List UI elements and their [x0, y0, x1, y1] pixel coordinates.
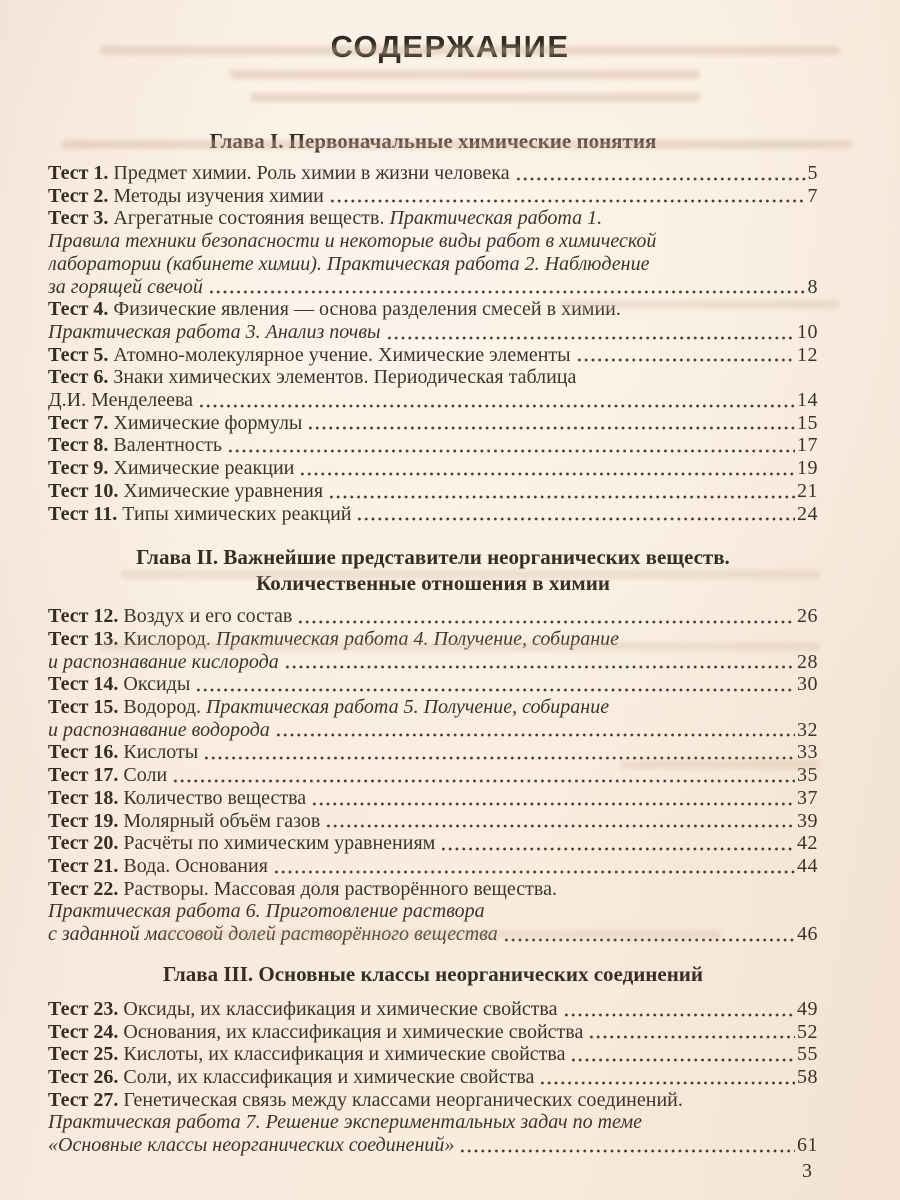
- entry-text-segment: Тест 17.: [48, 764, 119, 787]
- dot-leader: [440, 832, 795, 855]
- entry-page-number: 52: [797, 1020, 818, 1043]
- entry-text: [48, 1021, 583, 1044]
- entry-list: [48, 605, 818, 946]
- entry-text-segment: Практическая работа 1.: [389, 207, 603, 230]
- entry-text-segment: Молярный объём газов: [118, 809, 321, 832]
- entry-page-number: 33: [797, 741, 818, 764]
- entry-text: [48, 344, 571, 367]
- toc-entry-line: [48, 719, 818, 742]
- entry-text-segment: Кислород.: [118, 627, 216, 650]
- entry-text-segment: Знаки химических элементов. Периодическая таблица: [108, 366, 577, 389]
- entry-text-segment: Тест 22.: [48, 877, 119, 900]
- entry-text: [48, 673, 190, 696]
- entry-page-number: 35: [797, 764, 818, 787]
- toc-entry-line: [48, 457, 818, 480]
- toc-entry-line: [48, 276, 818, 299]
- entry-text: [48, 855, 268, 878]
- dot-leader: [227, 434, 795, 457]
- entry-text-segment: Соли: [118, 764, 168, 787]
- chapter-heading-line: Количественные отношения в химии: [256, 571, 610, 596]
- entry-text: [48, 162, 510, 185]
- entry-text-segment: Тест 26.: [48, 1065, 119, 1088]
- toc-entry-line: [48, 503, 818, 526]
- entry-text-segment: Тест 12.: [48, 605, 119, 628]
- toc-entry-line: [48, 741, 818, 764]
- dot-leader: [198, 389, 795, 412]
- dot-leader: [203, 741, 795, 764]
- entry-text-segment: Тест 6.: [48, 366, 109, 389]
- toc-entry-line: [48, 389, 818, 412]
- page-title: СОДЕРЖАНИЕ: [330, 29, 570, 64]
- toc-entry-line: [48, 1066, 818, 1089]
- toc-entry-line: [48, 1111, 818, 1134]
- toc-entry-line: [48, 764, 818, 787]
- entry-text-segment: «Основные классы неорганических соединений»: [48, 1134, 455, 1157]
- entry-text: [48, 434, 222, 457]
- entry-text-segment: Практическая работа 6. Приготовление раствора: [48, 900, 485, 923]
- dot-leader: [273, 855, 795, 878]
- entry-text-segment: Основания, их классификация и химические свойства: [118, 1020, 584, 1043]
- chapter-heading: [48, 544, 818, 596]
- entry-text-segment: Типы химических реакций: [117, 502, 352, 525]
- entry-text: [48, 480, 323, 503]
- entry-text-segment: и распознавание водорода: [48, 718, 270, 741]
- toc-entry-line: [48, 298, 818, 321]
- entry-text-segment: Методы изучения химии: [108, 184, 324, 207]
- entry-page-number: 26: [797, 605, 818, 628]
- dot-leader: [386, 321, 795, 344]
- entry-page-number: 55: [797, 1043, 818, 1066]
- dot-leader: [325, 810, 795, 833]
- entry-page-number: 44: [797, 854, 818, 877]
- entry-text-segment: Оксиды, их классификация и химические свойства: [118, 997, 558, 1020]
- entry-page-number: 14: [797, 389, 818, 412]
- entry-text-segment: Тест 27.: [48, 1088, 119, 1111]
- toc-entry-line: [48, 900, 818, 923]
- toc-entry-line: [48, 1043, 818, 1066]
- entry-text: [48, 1043, 565, 1066]
- entry-text-segment: Вода. Основания: [118, 854, 268, 877]
- entry-text: [48, 1066, 534, 1089]
- dot-leader: [208, 276, 806, 299]
- toc-entry-line: [48, 787, 818, 810]
- entry-page-number: 58: [797, 1065, 818, 1088]
- toc-entry-line: [48, 696, 818, 719]
- toc-entry-line: [48, 321, 818, 344]
- entry-text-segment: Генетическая связь между классами неорганических соединений.: [118, 1088, 683, 1111]
- entry-text: [48, 719, 270, 742]
- entry-page-number: 39: [797, 809, 818, 832]
- entry-text-segment: Тест 16.: [48, 741, 119, 764]
- entry-page-number: 61: [797, 1134, 818, 1157]
- entry-text: [48, 605, 292, 628]
- entry-text-segment: Правила техники безопасности и некоторые виды работ в химической: [48, 230, 657, 253]
- entry-text-segment: Валентность: [108, 434, 223, 457]
- chapter-heading-line: Глава III. Основные классы неорганических соединений: [162, 961, 704, 986]
- entry-text: [48, 741, 198, 764]
- entry-page-number: 32: [797, 718, 818, 741]
- dot-leader: [195, 673, 795, 696]
- entry-text: [48, 321, 381, 344]
- entry-page-number: 15: [797, 411, 818, 434]
- entry-text-segment: Практическая работа 3. Анализ почвы: [48, 320, 381, 343]
- entry-text-segment: Практическая работа 7. Решение экспериментальных задач по теме: [48, 1111, 643, 1134]
- dot-leader: [576, 344, 795, 367]
- toc-entry-line: [48, 366, 818, 389]
- dot-leader: [307, 412, 795, 435]
- entry-text: [48, 1089, 683, 1112]
- entry-page-number: 24: [797, 502, 818, 525]
- entry-text-segment: Химические формулы: [108, 411, 303, 434]
- chapter-heading-line: Глава I. Первоначальные химические понятия: [209, 129, 657, 153]
- entry-text-segment: Тест 25.: [48, 1043, 119, 1066]
- entry-text-segment: Тест 7.: [48, 411, 109, 434]
- entry-text-segment: Атомно-молекулярное учение. Химические элементы: [108, 343, 571, 366]
- entry-text: [48, 503, 351, 526]
- toc: [0, 128, 900, 1157]
- toc-entry-line: [48, 253, 818, 276]
- toc-entry-line: [48, 878, 818, 901]
- entry-text: [48, 832, 435, 855]
- entry-text: [48, 764, 167, 787]
- entry-text-segment: Практическая работа 4. Получение, собирание: [215, 627, 620, 650]
- entry-text-segment: Тест 19.: [48, 809, 119, 832]
- toc-entry-line: [48, 628, 818, 651]
- toc-entry-line: [48, 434, 818, 457]
- entry-page-number: 10: [797, 320, 818, 343]
- entry-text-segment: Физические явления — основа разделения смесей в химии.: [108, 298, 621, 321]
- entry-text: [48, 787, 306, 810]
- dot-leader: [299, 457, 795, 480]
- entry-text-segment: Кислоты, их классификация и химические свойства: [118, 1043, 566, 1066]
- dot-leader: [284, 651, 795, 674]
- entry-text: [48, 389, 193, 412]
- toc-entry-line: [48, 651, 818, 674]
- entry-text-segment: Тест 14.: [48, 673, 119, 696]
- chapter-heading: [48, 128, 818, 154]
- entry-page-number: 5: [807, 162, 818, 184]
- entry-text-segment: Предмет химии. Роль химии в жизни человека: [108, 162, 510, 184]
- dot-leader: [539, 1066, 795, 1089]
- entry-page-number: 19: [797, 457, 818, 480]
- entry-text-segment: Тест 5.: [48, 343, 109, 366]
- entry-text: [48, 923, 498, 946]
- toc-entry-line: [48, 673, 818, 696]
- toc-entry-line: [48, 832, 818, 855]
- dot-leader: [328, 480, 795, 503]
- entry-text: [48, 230, 656, 253]
- entry-text-segment: Тест 21.: [48, 854, 119, 877]
- dot-leader: [563, 998, 796, 1021]
- dot-leader: [588, 1021, 795, 1044]
- entry-text: [48, 457, 294, 480]
- entry-page-number: 28: [797, 650, 818, 673]
- toc-entry-line: [48, 855, 818, 878]
- entry-page-number: 42: [797, 832, 818, 855]
- entry-page-number: 49: [797, 997, 818, 1020]
- entry-text-segment: Тест 9.: [48, 457, 109, 480]
- toc-entry-line: [48, 1134, 818, 1157]
- dot-leader: [356, 503, 795, 526]
- toc-entry-line: [48, 344, 818, 367]
- entry-text-segment: за горящей свечой: [48, 275, 203, 298]
- entry-text: [48, 1111, 642, 1134]
- toc-entry-line: [48, 1021, 818, 1044]
- entry-page-number: 46: [797, 923, 818, 946]
- entry-text-segment: Соли, их классификация и химические свойства: [118, 1065, 535, 1088]
- entry-text-segment: с заданной массовой долей растворённого вещества: [48, 923, 498, 946]
- dot-leader: [329, 185, 806, 208]
- toc-entry-line: [48, 412, 818, 435]
- entry-text-segment: Растворы. Массовая доля растворённого вещества.: [118, 877, 557, 900]
- dot-leader: [172, 764, 795, 787]
- entry-text-segment: Тест 1.: [48, 162, 109, 184]
- toc-entry-line: [48, 230, 818, 253]
- entry-text-segment: Тест 3.: [48, 207, 109, 230]
- entry-text-segment: Тест 24.: [48, 1020, 119, 1043]
- entry-text: [48, 878, 557, 901]
- toc-entry-line: [48, 480, 818, 503]
- dot-leader: [459, 1134, 795, 1157]
- entry-text-segment: Химические уравнения: [118, 479, 324, 502]
- entry-text: [48, 298, 621, 321]
- entry-text: [48, 810, 320, 833]
- dot-leader: [297, 605, 795, 628]
- dot-leader: [503, 923, 795, 946]
- toc-entry-line: [48, 207, 818, 230]
- entry-page-number: 37: [797, 786, 818, 809]
- chapter-heading-line: Глава II. Важнейшие представители неорганических веществ.: [136, 545, 730, 570]
- toc-entry-line: [48, 605, 818, 628]
- entry-page-number: 12: [797, 343, 818, 366]
- entry-text-segment: Тест 4.: [48, 298, 109, 321]
- chapter: [48, 961, 818, 1157]
- entry-text: [48, 253, 649, 276]
- entry-text-segment: Оксиды: [118, 673, 191, 696]
- entry-text: [48, 185, 324, 208]
- chapter-heading: [48, 961, 818, 987]
- entry-text-segment: Воздух и его состав: [118, 605, 293, 628]
- entry-text-segment: Тест 8.: [48, 434, 109, 457]
- dot-leader: [275, 719, 795, 742]
- entry-text: [48, 1134, 454, 1157]
- entry-text-segment: Тест 23.: [48, 997, 119, 1020]
- entry-text: [48, 207, 602, 230]
- entry-text-segment: Д.И. Менделеева: [48, 389, 194, 412]
- entry-text-segment: Химические реакции: [108, 457, 295, 480]
- entry-text-segment: и распознавание кислорода: [48, 650, 279, 673]
- entry-text-segment: Тест 18.: [48, 786, 119, 809]
- entry-text: [48, 366, 576, 389]
- toc-entry-line: [48, 1089, 818, 1112]
- dot-leader: [311, 787, 795, 810]
- entry-page-number: 17: [797, 434, 818, 457]
- entry-text-segment: Тест 13.: [48, 627, 119, 650]
- entry-text-segment: Количество вещества: [118, 786, 307, 809]
- toc-entry-line: [48, 162, 818, 185]
- entry-text-segment: Практическая работа 5. Получение, собирание: [205, 696, 610, 719]
- entry-text: [48, 900, 485, 923]
- entry-text-segment: Тест 20.: [48, 832, 119, 855]
- toc-entry-line: [48, 185, 818, 208]
- entry-list: [48, 998, 818, 1157]
- entry-text-segment: Агрегатные состояния веществ.: [108, 207, 390, 230]
- entry-page-number: 8: [807, 275, 818, 298]
- entry-text: [48, 412, 302, 435]
- entry-text-segment: Кислоты: [118, 741, 199, 764]
- entry-list: [48, 162, 818, 525]
- bleed-through-smudge: [250, 93, 700, 102]
- entry-page-number: 21: [797, 479, 818, 502]
- dot-leader: [570, 1043, 795, 1066]
- entry-text: [48, 998, 558, 1021]
- entry-text: [48, 696, 609, 719]
- entry-page-number: 7: [807, 184, 818, 207]
- entry-text: [48, 651, 279, 674]
- entry-text-segment: Расчёты по химическим уравнениям: [118, 832, 436, 855]
- entry-page-number: 30: [797, 673, 818, 696]
- entry-text-segment: Тест 15.: [48, 696, 119, 719]
- entry-text-segment: Тест 11.: [48, 502, 118, 525]
- chapter: [48, 128, 818, 525]
- entry-text-segment: лаборатории (кабинете химии). Практическая работа 2. Наблюдение: [48, 252, 650, 275]
- entry-text: [48, 276, 203, 299]
- entry-text-segment: Водород.: [118, 696, 206, 719]
- dot-leader: [515, 162, 806, 185]
- toc-entry-line: [48, 998, 818, 1021]
- bleed-through-smudge: [230, 70, 700, 79]
- toc-entry-line: [48, 810, 818, 833]
- toc-entry-line: [48, 923, 818, 946]
- chapter: [48, 544, 818, 946]
- entry-text: [48, 628, 619, 651]
- entry-text-segment: Тест 2.: [48, 184, 109, 207]
- entry-text-segment: Тест 10.: [48, 479, 119, 502]
- page-number-footer: 3: [802, 1160, 812, 1182]
